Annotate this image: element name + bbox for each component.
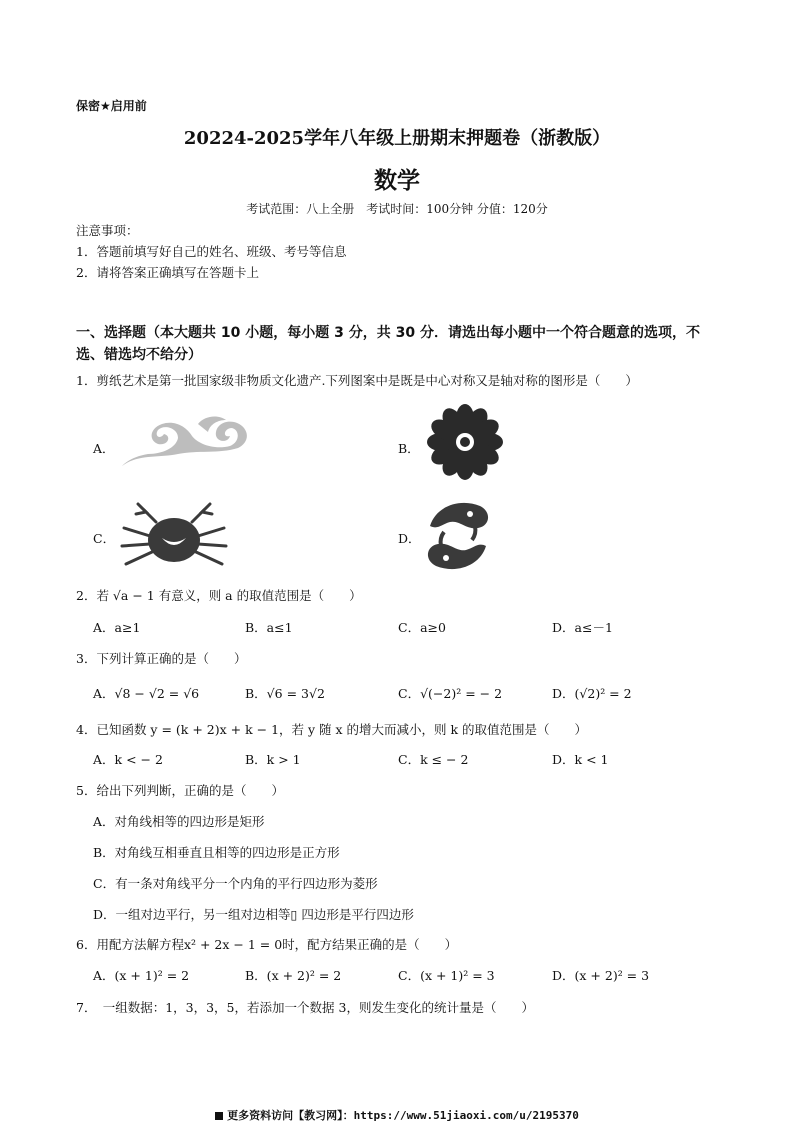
q6-option-c: C．(x + 1)² = 3 [398, 968, 495, 983]
q5-option-a: A．对角线相等的四边形是矩形 [93, 814, 265, 829]
q1-option-a: A． [93, 441, 115, 456]
footer-text: 更多资料访问【教习网】：https://www.51jiaoxi.com/u/2195370 [227, 1109, 579, 1122]
question-5-stem: 5．给出下列判断，正确的是（ ） [76, 783, 284, 798]
q4-option-b: B．k > 1 [245, 752, 301, 767]
q1-option-c: C． [93, 531, 116, 546]
notes-heading: 注意事项： [76, 223, 139, 238]
crab-papercut-image [116, 500, 232, 572]
q6-option-d: D．(x + 2)² = 3 [552, 968, 650, 983]
exam-info: 考试范围：八上全册 考试时间：100分钟 分值：120分 [246, 202, 548, 216]
question-3-stem: 3．下列计算正确的是（ ） [76, 651, 247, 666]
footer-link[interactable] [0, 1107, 794, 1123]
question-2-stem: 2．若 √a − 1 有意义，则 a 的取值范围是（ ） [76, 588, 362, 603]
q4-option-a: A．k < − 2 [93, 752, 163, 767]
fish-papercut-image [420, 496, 496, 576]
q5-option-b: B．对角线互相垂直且相等的四边形是正方形 [93, 845, 340, 860]
note-item: 1．答题前填写好自己的姓名、班级、考号等信息 [76, 244, 347, 259]
exam-title: 20224-2025学年八年级上册期末押题卷（浙教版） [183, 128, 611, 149]
note-item: 2．请将答案正确填写在答题卡上 [76, 265, 259, 280]
q2-option-a: A．a≥1 [93, 620, 141, 635]
q6-option-b: B．(x + 2)² = 2 [245, 968, 342, 983]
q3-option-b: B．√6 = 3√2 [245, 686, 325, 701]
question-4-stem: 4．已知函数 y = (k + 2)x + k − 1，若 y 随 x 的增大而减小，则 k 的取值范围是（ ） [76, 722, 588, 737]
confidential-label: 保密★启用前 [76, 99, 147, 113]
q5-option-c: C．有一条对角线平分一个内角的平行四边形为菱形 [93, 876, 378, 891]
q3-option-a: A．√8 − √2 = √6 [93, 686, 200, 701]
q3-option-c: C．√(−2)² = − 2 [398, 686, 503, 701]
q1-option-b: B． [398, 441, 420, 456]
flag-icon [215, 1112, 223, 1120]
q6-option-a: A．(x + 1)² = 2 [93, 968, 190, 983]
subject-heading: 数学 [374, 168, 420, 194]
cloud-papercut-image [118, 414, 253, 470]
q2-option-c: C．a≥0 [398, 620, 446, 635]
q4-option-d: D．k < 1 [552, 752, 609, 767]
q3-option-d: D．(√2)² = 2 [552, 686, 632, 701]
section-title: 一、选择题（本大题共 10 小题，每小题 3 分，共 30 分．请选出每小题中一个符合题意的选项，不选、错选均不给分） [76, 325, 700, 363]
q1-option-d: D． [398, 531, 421, 546]
flower-papercut-image [424, 404, 506, 480]
q2-option-b: B．a≤1 [245, 620, 293, 635]
q4-option-c: C．k ≤ − 2 [398, 752, 469, 767]
question-6-stem: 6．用配方法解方程x² + 2x − 1 = 0时，配方结果正确的是（ ） [76, 937, 458, 952]
q2-option-d: D．a≤－1 [552, 620, 613, 635]
question-7-stem: 7． 一组数据：1，3，3，5，若添加一个数据 3，则发生变化的统计量是（ ） [76, 1000, 534, 1015]
question-1-stem: 1．剪纸艺术是第一批国家级非物质文化遗产.下列图案中是既是中心对称又是轴对称的图形是（ ） [76, 373, 638, 388]
q5-option-d: D．一组对边平行，另一组对边相等▯ 四边形是平行四边形 [93, 907, 414, 922]
